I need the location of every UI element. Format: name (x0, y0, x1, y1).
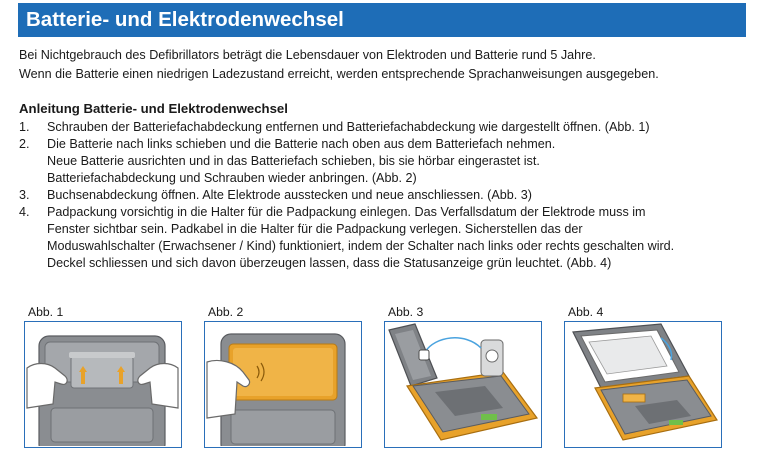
battery-cover-removal-illustration-icon (25, 322, 180, 446)
step-line: Neue Batterie ausrichten und in das Batteriefach schieben, bis sie hörbar eingerastet ist. (47, 154, 540, 168)
electrode-connection-illustration-icon (385, 322, 540, 446)
intro-text (19, 46, 659, 84)
figure-frame (204, 321, 362, 448)
figure-2 (204, 305, 362, 448)
pad-package-illustration-icon (565, 322, 720, 446)
step-line: Buchsenabdeckung öffnen. Alte Elektrode ausstecken und neue anschliessen. (Abb. 3) (47, 188, 532, 202)
figure-label: Abb. 4 (568, 305, 604, 319)
step-line: Moduswahlschalter (Erwachsener / Kind) funktioniert, indem der Schalter nach links oder rechts geschalten wird. (47, 239, 675, 253)
instruction-steps (19, 119, 674, 272)
figure-4 (564, 305, 722, 448)
battery-insertion-illustration-icon (205, 322, 360, 446)
figure-1 (24, 305, 182, 448)
step-line: Deckel schliessen und sich davon überzeugen lassen, dass die Statusanzeige grün leuchtet. (Abb. 4) (47, 256, 612, 270)
intro-line: Wenn die Batterie einen niedrigen Ladezustand erreicht, werden entsprechende Sprachanweisungen ausgegeben. (19, 67, 659, 81)
figure-label: Abb. 1 (28, 305, 64, 319)
step-item (19, 136, 674, 187)
step-item (19, 187, 674, 204)
step-line: Die Batterie nach links schieben und die Batterie nach oben aus dem Batteriefach nehmen. (47, 137, 556, 151)
step-line: Schrauben der Batteriefachabdeckung entfernen und Batteriefachabdeckung wie dargestellt öffnen. (Abb. 1) (47, 120, 650, 134)
figure-3 (384, 305, 542, 448)
step-number: 1. (19, 120, 30, 134)
figure-label: Abb. 2 (208, 305, 244, 319)
page-title: Batterie- und Elektrodenwechsel (26, 8, 344, 31)
page-title-bar (18, 3, 746, 37)
section-heading: Anleitung Batterie- und Elektrodenwechsel (19, 101, 288, 116)
step-item (19, 204, 674, 272)
figure-frame (384, 321, 542, 448)
step-number: 2. (19, 137, 30, 151)
step-item (19, 119, 674, 136)
intro-line: Bei Nichtgebrauch des Defibrillators beträgt die Lebensdauer von Elektroden und Batterie rund 5 Jahre. (19, 48, 596, 62)
step-line: Fenster sichtbar sein. Padkabel in die Halter für die Padpackung verlegen. Sicherstellen das der (47, 222, 583, 236)
step-line: Padpackung vorsichtig in die Halter für die Padpackung einlegen. Das Verfallsdatum der Elektrode muss im (47, 205, 646, 219)
figure-frame (564, 321, 722, 448)
figure-frame (24, 321, 182, 448)
step-line: Batteriefachabdeckung und Schrauben wieder anbringen. (Abb. 2) (47, 171, 417, 185)
step-number: 4. (19, 205, 30, 219)
step-number: 3. (19, 188, 30, 202)
figure-label: Abb. 3 (388, 305, 424, 319)
